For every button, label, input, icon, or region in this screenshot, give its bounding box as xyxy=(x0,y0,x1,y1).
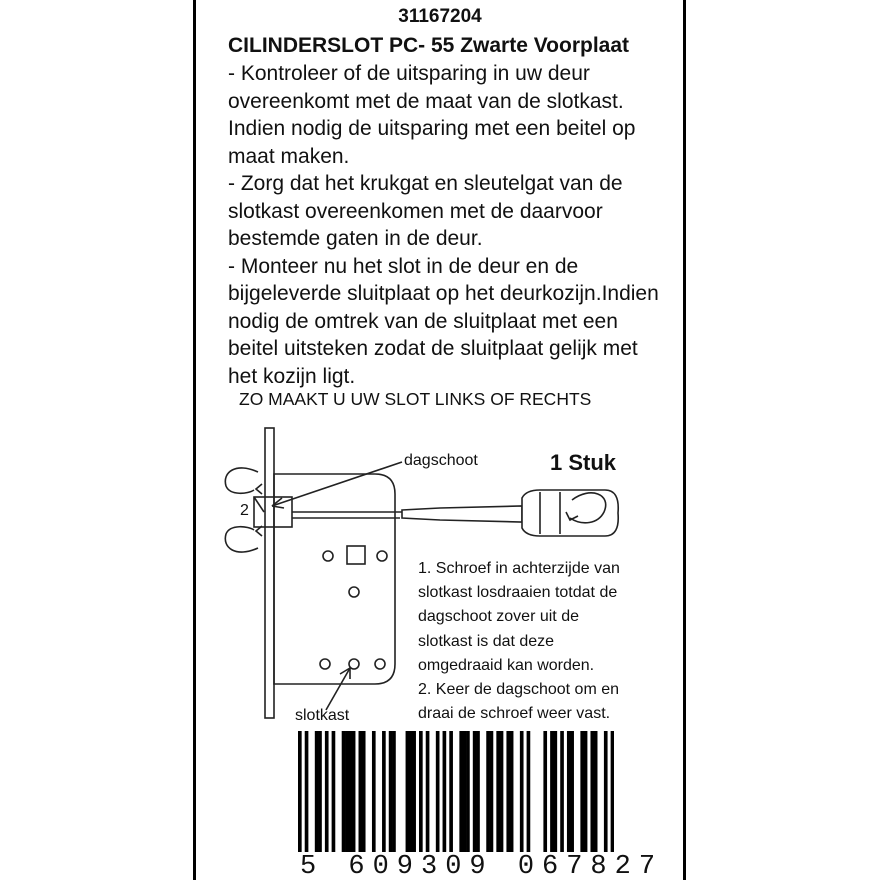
paragraph-line: - Kontroleer of de uitsparing in uw deur xyxy=(228,62,590,85)
screw-hole xyxy=(377,551,387,561)
paragraph-line: maat maken. xyxy=(228,144,350,168)
step-line: 1. Schroef in achterzijde van xyxy=(418,560,620,577)
paragraph-line: - Monteer nu het slot in de deur en de xyxy=(228,254,579,278)
screw-hole xyxy=(320,659,330,669)
barcode-digits: 5 609309 067827 xyxy=(300,852,664,882)
paragraph-line: overeenkomt met de maat van de slotkast. xyxy=(228,89,624,113)
step-line: dagschoot zover uit de xyxy=(418,608,579,626)
follower-square xyxy=(347,546,365,564)
step-line: slotkast losdraaien totdat de xyxy=(418,584,618,602)
screw-hole xyxy=(349,659,359,669)
faceplate xyxy=(265,428,274,718)
paragraph-line: beitel uitsteken zodat de sluitplaat gelijk met xyxy=(228,337,638,360)
paragraph-line: Indien nodig de uitsparing met een beitel op xyxy=(228,117,636,140)
screwdriver-blade xyxy=(402,506,522,522)
keyhole xyxy=(349,587,359,597)
number-label: 2 xyxy=(240,502,249,519)
lock-case-label: slotkast xyxy=(295,707,350,724)
paragraph-line: bijgeleverde sluitplaat op het deurkozijn.Indien xyxy=(228,282,659,305)
adjust-steps xyxy=(418,557,620,726)
paragraph-line: slotkast overeenkomen met de daarvoor xyxy=(228,199,603,223)
paragraph-line: het kozijn ligt. xyxy=(228,364,356,388)
step-line: omgedraaid kan worden. xyxy=(418,656,595,674)
leader-line-case xyxy=(326,668,350,710)
paragraph-line: bestemde gaten in de deur. xyxy=(228,227,483,250)
product-title: CILINDERSLOT PC- 55 Zwarte Voorplaat xyxy=(228,34,629,57)
article-number: 31167204 xyxy=(398,6,482,27)
step-line: 2. Keer de dagschoot om en xyxy=(418,681,620,699)
leader-line-latch xyxy=(272,462,402,506)
screw-hole xyxy=(323,551,333,561)
screw-hole xyxy=(375,659,385,669)
quantity-label: 1 Stuk xyxy=(550,450,617,475)
rotate-arrow-bottom xyxy=(225,527,258,552)
latch-label: dagschoot xyxy=(404,452,478,469)
step-line: draai de schroef weer vast. xyxy=(418,705,611,723)
paragraph-line: - Zorg dat het krukgat en sleutelgat van de xyxy=(228,172,623,195)
step-line: slotkast is dat deze xyxy=(418,632,555,650)
rotate-arrow-top xyxy=(225,468,258,493)
paragraph-line: nodig de omtrek van de sluitplaat met een xyxy=(228,309,618,333)
instruction-heading: ZO MAAKT U UW SLOT LINKS OF RECHTS xyxy=(239,389,592,409)
